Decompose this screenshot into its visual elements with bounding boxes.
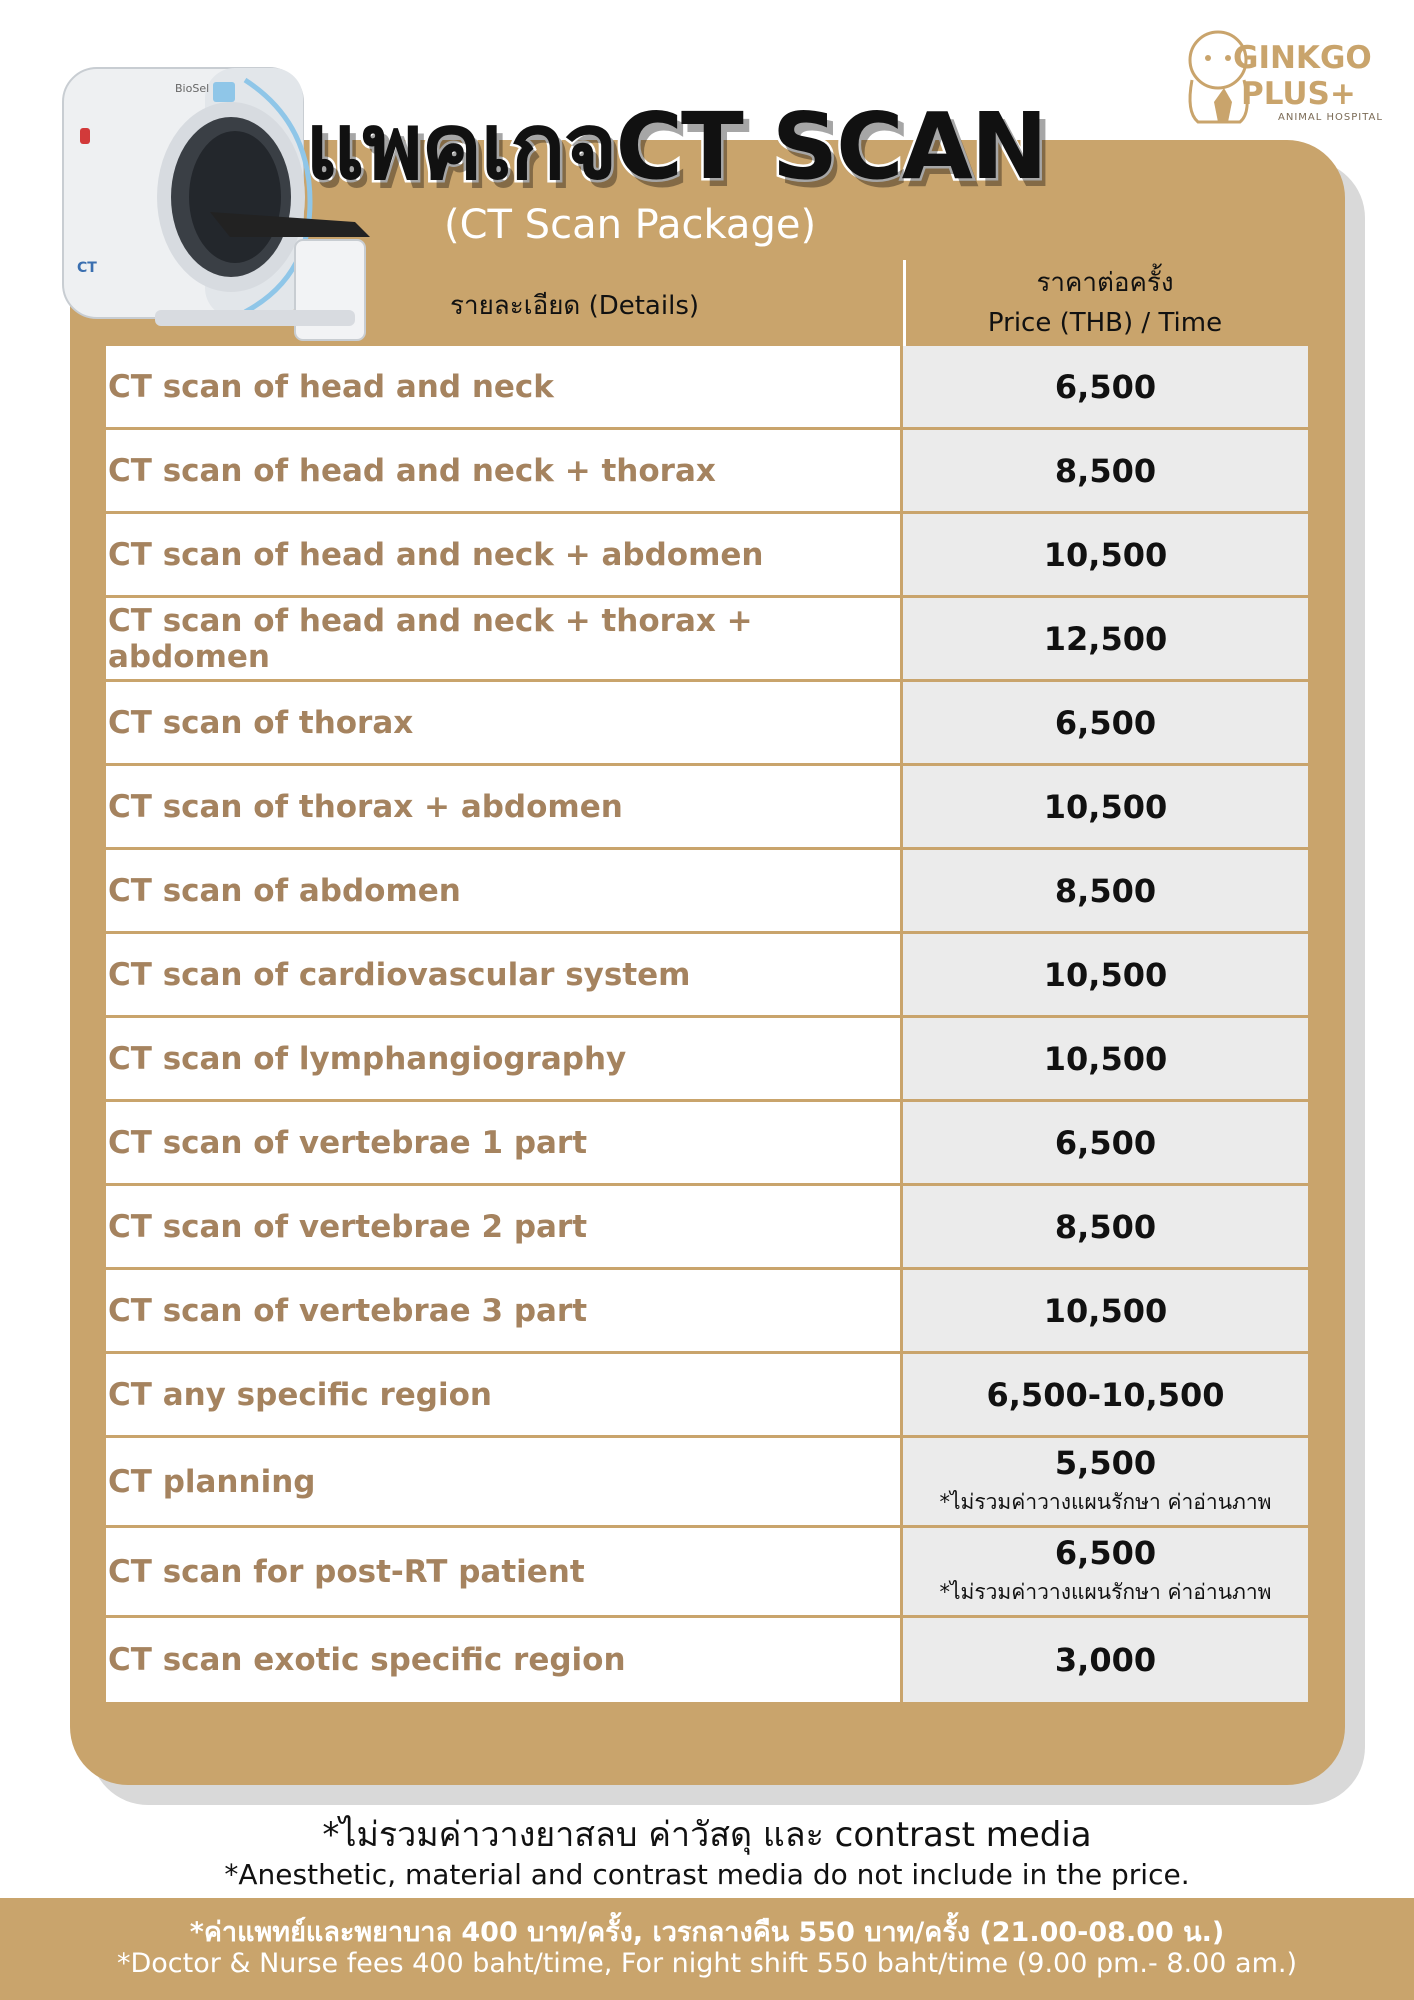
row-detail: CT scan of vertebrae 2 part <box>106 1186 903 1267</box>
row-price: 8,500 <box>1054 871 1157 910</box>
row-price-cell <box>903 1186 1308 1267</box>
table-row <box>106 1438 1308 1528</box>
row-price-cell <box>903 1618 1308 1702</box>
page-subtitle: (CT Scan Package) <box>444 202 817 248</box>
table-row <box>106 934 1308 1018</box>
row-price-cell <box>903 598 1308 679</box>
row-detail: CT scan of vertebrae 1 part <box>106 1102 903 1183</box>
footer-note-thai: *ไม่รวมค่าวางยาสลบ ค่าวัสดุ และ contrast media <box>322 1815 1092 1855</box>
row-price: 5,500 <box>1054 1444 1157 1482</box>
row-detail: CT scan of lymphangiography <box>106 1018 903 1099</box>
row-price: 3,000 <box>1054 1641 1157 1679</box>
price-header-english: Price (THB) / Time <box>987 308 1223 338</box>
row-price-cell <box>903 346 1308 427</box>
row-price: 6,500 <box>1054 1534 1157 1572</box>
fees-note-thai: *ค่าแพทย์และพยาบาล 400 บาท/ครั้ง, เวรกลางคืน 550 บาท/ครั้ง (21.00-08.00 น.) <box>189 1917 1225 1948</box>
table-row <box>106 850 1308 934</box>
row-price-cell <box>903 1270 1308 1351</box>
row-price: 10,500 <box>1043 1039 1168 1078</box>
table-row <box>106 1018 1308 1102</box>
machine-brand-text: BioSel <box>175 82 210 95</box>
row-price-note: *ไม่รวมค่าวางแผนรักษา ค่าอ่านภาพ <box>939 1490 1272 1514</box>
table-row <box>106 346 1308 430</box>
row-price-note: *ไม่รวมค่าวางแผนรักษา ค่าอ่านภาพ <box>939 1580 1272 1604</box>
row-detail: CT scan of cardiovascular system <box>106 934 903 1015</box>
row-detail: CT any specific region <box>106 1354 903 1435</box>
row-detail: CT scan of head and neck + thorax + abdomen <box>106 598 903 679</box>
row-detail: CT scan of vertebrae 3 part <box>106 1270 903 1351</box>
row-detail: CT scan of head and neck + abdomen <box>106 514 903 595</box>
row-price-cell <box>903 1528 1308 1615</box>
table-row <box>106 598 1308 682</box>
logo-name-line1: GINKGO <box>1233 40 1372 76</box>
row-price: 6,500 <box>1054 367 1157 406</box>
row-detail: CT scan of head and neck <box>106 346 903 427</box>
row-detail: CT scan exotic specific region <box>106 1618 903 1702</box>
table-row <box>106 682 1308 766</box>
table-row <box>106 430 1308 514</box>
row-price-cell <box>903 514 1308 595</box>
row-price-cell <box>903 934 1308 1015</box>
logo-name-line2: PLUS+ <box>1241 76 1356 112</box>
price-column-header <box>905 263 1305 343</box>
row-detail: CT scan of abdomen <box>106 850 903 931</box>
row-price-cell <box>903 1438 1308 1525</box>
row-detail: CT scan for post-RT patient <box>106 1528 903 1615</box>
logo-wordmark <box>1233 40 1372 112</box>
row-price-cell <box>903 682 1308 763</box>
table-row <box>106 766 1308 850</box>
row-detail: CT scan of thorax <box>106 682 903 763</box>
footer-note-english: *Anesthetic, material and contrast media do not include in the price. <box>224 1858 1190 1891</box>
row-price-cell <box>903 430 1308 511</box>
fees-note-english: *Doctor & Nurse fees 400 baht/time, For night shift 550 baht/time (9.00 pm.- 8.00 am.) <box>117 1948 1297 1979</box>
table-row <box>106 1270 1308 1354</box>
row-price: 10,500 <box>1043 955 1168 994</box>
row-price-cell <box>903 766 1308 847</box>
table-row <box>106 514 1308 598</box>
price-table <box>106 346 1308 1702</box>
row-detail: CT scan of head and neck + thorax <box>106 430 903 511</box>
row-price: 10,500 <box>1043 535 1168 574</box>
table-row <box>106 1618 1308 1702</box>
logo-tagline: ANIMAL HOSPITAL <box>1278 112 1383 123</box>
table-row <box>106 1102 1308 1186</box>
row-price: 8,500 <box>1054 1207 1157 1246</box>
machine-ct-label: CT <box>77 260 97 276</box>
row-detail: CT scan of thorax + abdomen <box>106 766 903 847</box>
row-price-cell <box>903 1018 1308 1099</box>
row-price-cell <box>903 1102 1308 1183</box>
page-title: แพคเกจCT SCAN <box>305 93 1046 200</box>
row-detail: CT planning <box>106 1438 903 1525</box>
row-price: 8,500 <box>1054 451 1157 490</box>
row-price: 6,500 <box>1054 703 1157 742</box>
price-header-thai: ราคาต่อครั้ง <box>1036 268 1174 298</box>
row-price-cell <box>903 1354 1308 1435</box>
details-column-header: รายละเอียด (Details) <box>450 291 700 321</box>
row-price: 10,500 <box>1043 787 1168 826</box>
table-row <box>106 1186 1308 1270</box>
row-price: 6,500 <box>1054 1123 1157 1162</box>
row-price: 12,500 <box>1043 619 1168 658</box>
table-row <box>106 1354 1308 1438</box>
row-price: 10,500 <box>1043 1291 1168 1330</box>
row-price-cell <box>903 850 1308 931</box>
table-row <box>106 1528 1308 1618</box>
row-price: 6,500-10,500 <box>986 1375 1225 1414</box>
